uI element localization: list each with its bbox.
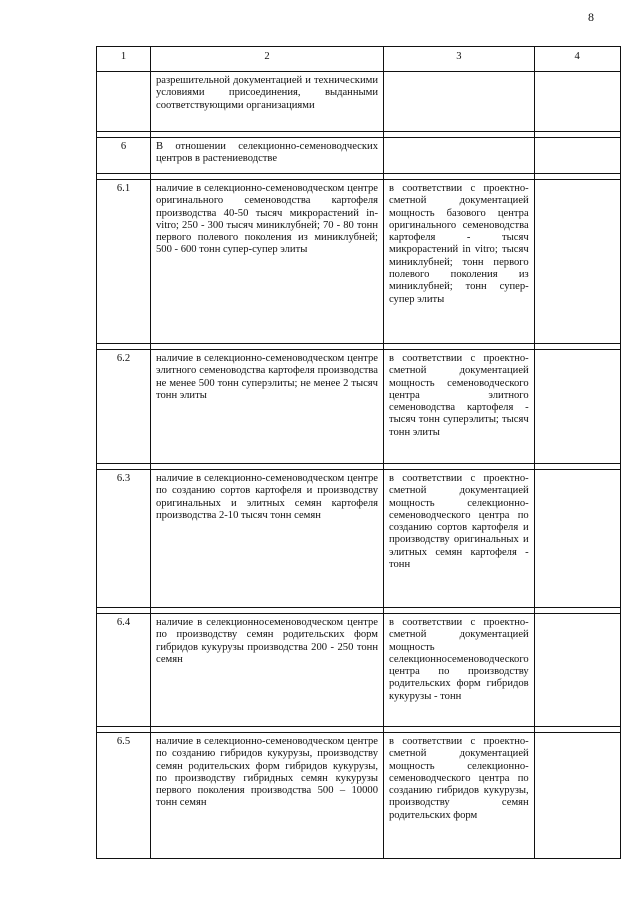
row-requirement: в соответствии с проектно-сметной документацией мощность базового центра оригинального семеноводства картофеля - тысяч микрорастений in vitro; тысяч миниклубней; тонн первого полевого поколения из миниклубней; тонн супер-супер элиты xyxy=(384,180,535,344)
row-col4 xyxy=(534,733,620,859)
row-number: 6.3 xyxy=(97,470,151,608)
row-col4 xyxy=(534,470,620,608)
row-text: наличие в селекционно-семеноводческом центре по созданию гибридов кукурузы, производству семян родительских форм гибридов кукурузы, по производству гибридных семян кукурузы первого поколения производства 500 – 10000 тонн семян xyxy=(151,733,384,859)
row-number: 6 xyxy=(97,138,151,174)
row-text: разрешительной документацией и техническими условиями присоединения, выданными соответствующими организациями xyxy=(151,72,384,132)
row-requirement xyxy=(384,72,535,132)
header-col-4: 4 xyxy=(534,47,620,72)
row-requirement: в соответствии с проектно-сметной документацией мощность селекционносеменоводческого центра по производству родительских форм гибридов кукурузы - тонн xyxy=(384,614,535,727)
row-col4 xyxy=(534,614,620,727)
row-col4 xyxy=(534,72,620,132)
row-number: 6.1 xyxy=(97,180,151,344)
page-number: 8 xyxy=(588,10,594,24)
row-requirement xyxy=(384,138,535,174)
row-text: наличие в селекционно-семеноводческом центре элитного семеноводства картофеля производства не менее 500 тонн суперэлиты; не менее 2 тысяч тонн элиты xyxy=(151,350,384,464)
row-col4 xyxy=(534,350,620,464)
header-col-3: 3 xyxy=(384,47,535,72)
row-text: В отношении селекционно-семеноводческих центров в растениеводстве xyxy=(151,138,384,174)
table-row xyxy=(97,180,621,344)
row-number xyxy=(97,72,151,132)
row-number: 6.2 xyxy=(97,350,151,464)
row-requirement: в соответствии с проектно-сметной документацией мощность семеноводческого центра элитного семеноводства картофеля - тысяч тонн суперэлиты; тысяч тонн элиты xyxy=(384,350,535,464)
row-col4 xyxy=(534,138,620,174)
row-requirement: в соответствии с проектно-сметной документацией мощность селекционно-семеноводческого центра по созданию сортов картофеля и производству оригинальных и элитных семян картофеля - тонн xyxy=(384,470,535,608)
row-col4 xyxy=(534,180,620,344)
table-row xyxy=(97,72,621,132)
table-row xyxy=(97,350,621,464)
row-text: наличие в селекционно-семеноводческом центре по созданию сортов картофеля и производству оригинальных и элитных семян картофеля производства 2-10 тысяч тонн семян xyxy=(151,470,384,608)
table-row xyxy=(97,470,621,608)
header-col-2: 2 xyxy=(151,47,384,72)
table-row xyxy=(97,614,621,727)
table-header-row xyxy=(97,47,621,72)
row-text: наличие в селекционносеменоводческом центре по производству семян родительских форм гибридов кукурузы производства 200 - 250 тонн семян xyxy=(151,614,384,727)
header-col-1: 1 xyxy=(97,47,151,72)
table-row xyxy=(97,138,621,174)
requirements-table xyxy=(96,46,621,859)
table-row xyxy=(97,733,621,859)
row-number: 6.4 xyxy=(97,614,151,727)
row-requirement: в соответствии с проектно-сметной документацией мощность селекционно-семеноводческого центра по созданию гибридов кукурузы, производству семян родительских форм xyxy=(384,733,535,859)
row-text: наличие в селекционно-семеноводческом центре оригинального семеноводства картофеля производства 40-50 тысяч микрорастений in-vitro; 250 - 300 тысяч миниклубней; 70 - 80 тонн первого полевого поколения из миниклубней; 500 - 600 тонн супер-супер элиты xyxy=(151,180,384,344)
row-number: 6.5 xyxy=(97,733,151,859)
